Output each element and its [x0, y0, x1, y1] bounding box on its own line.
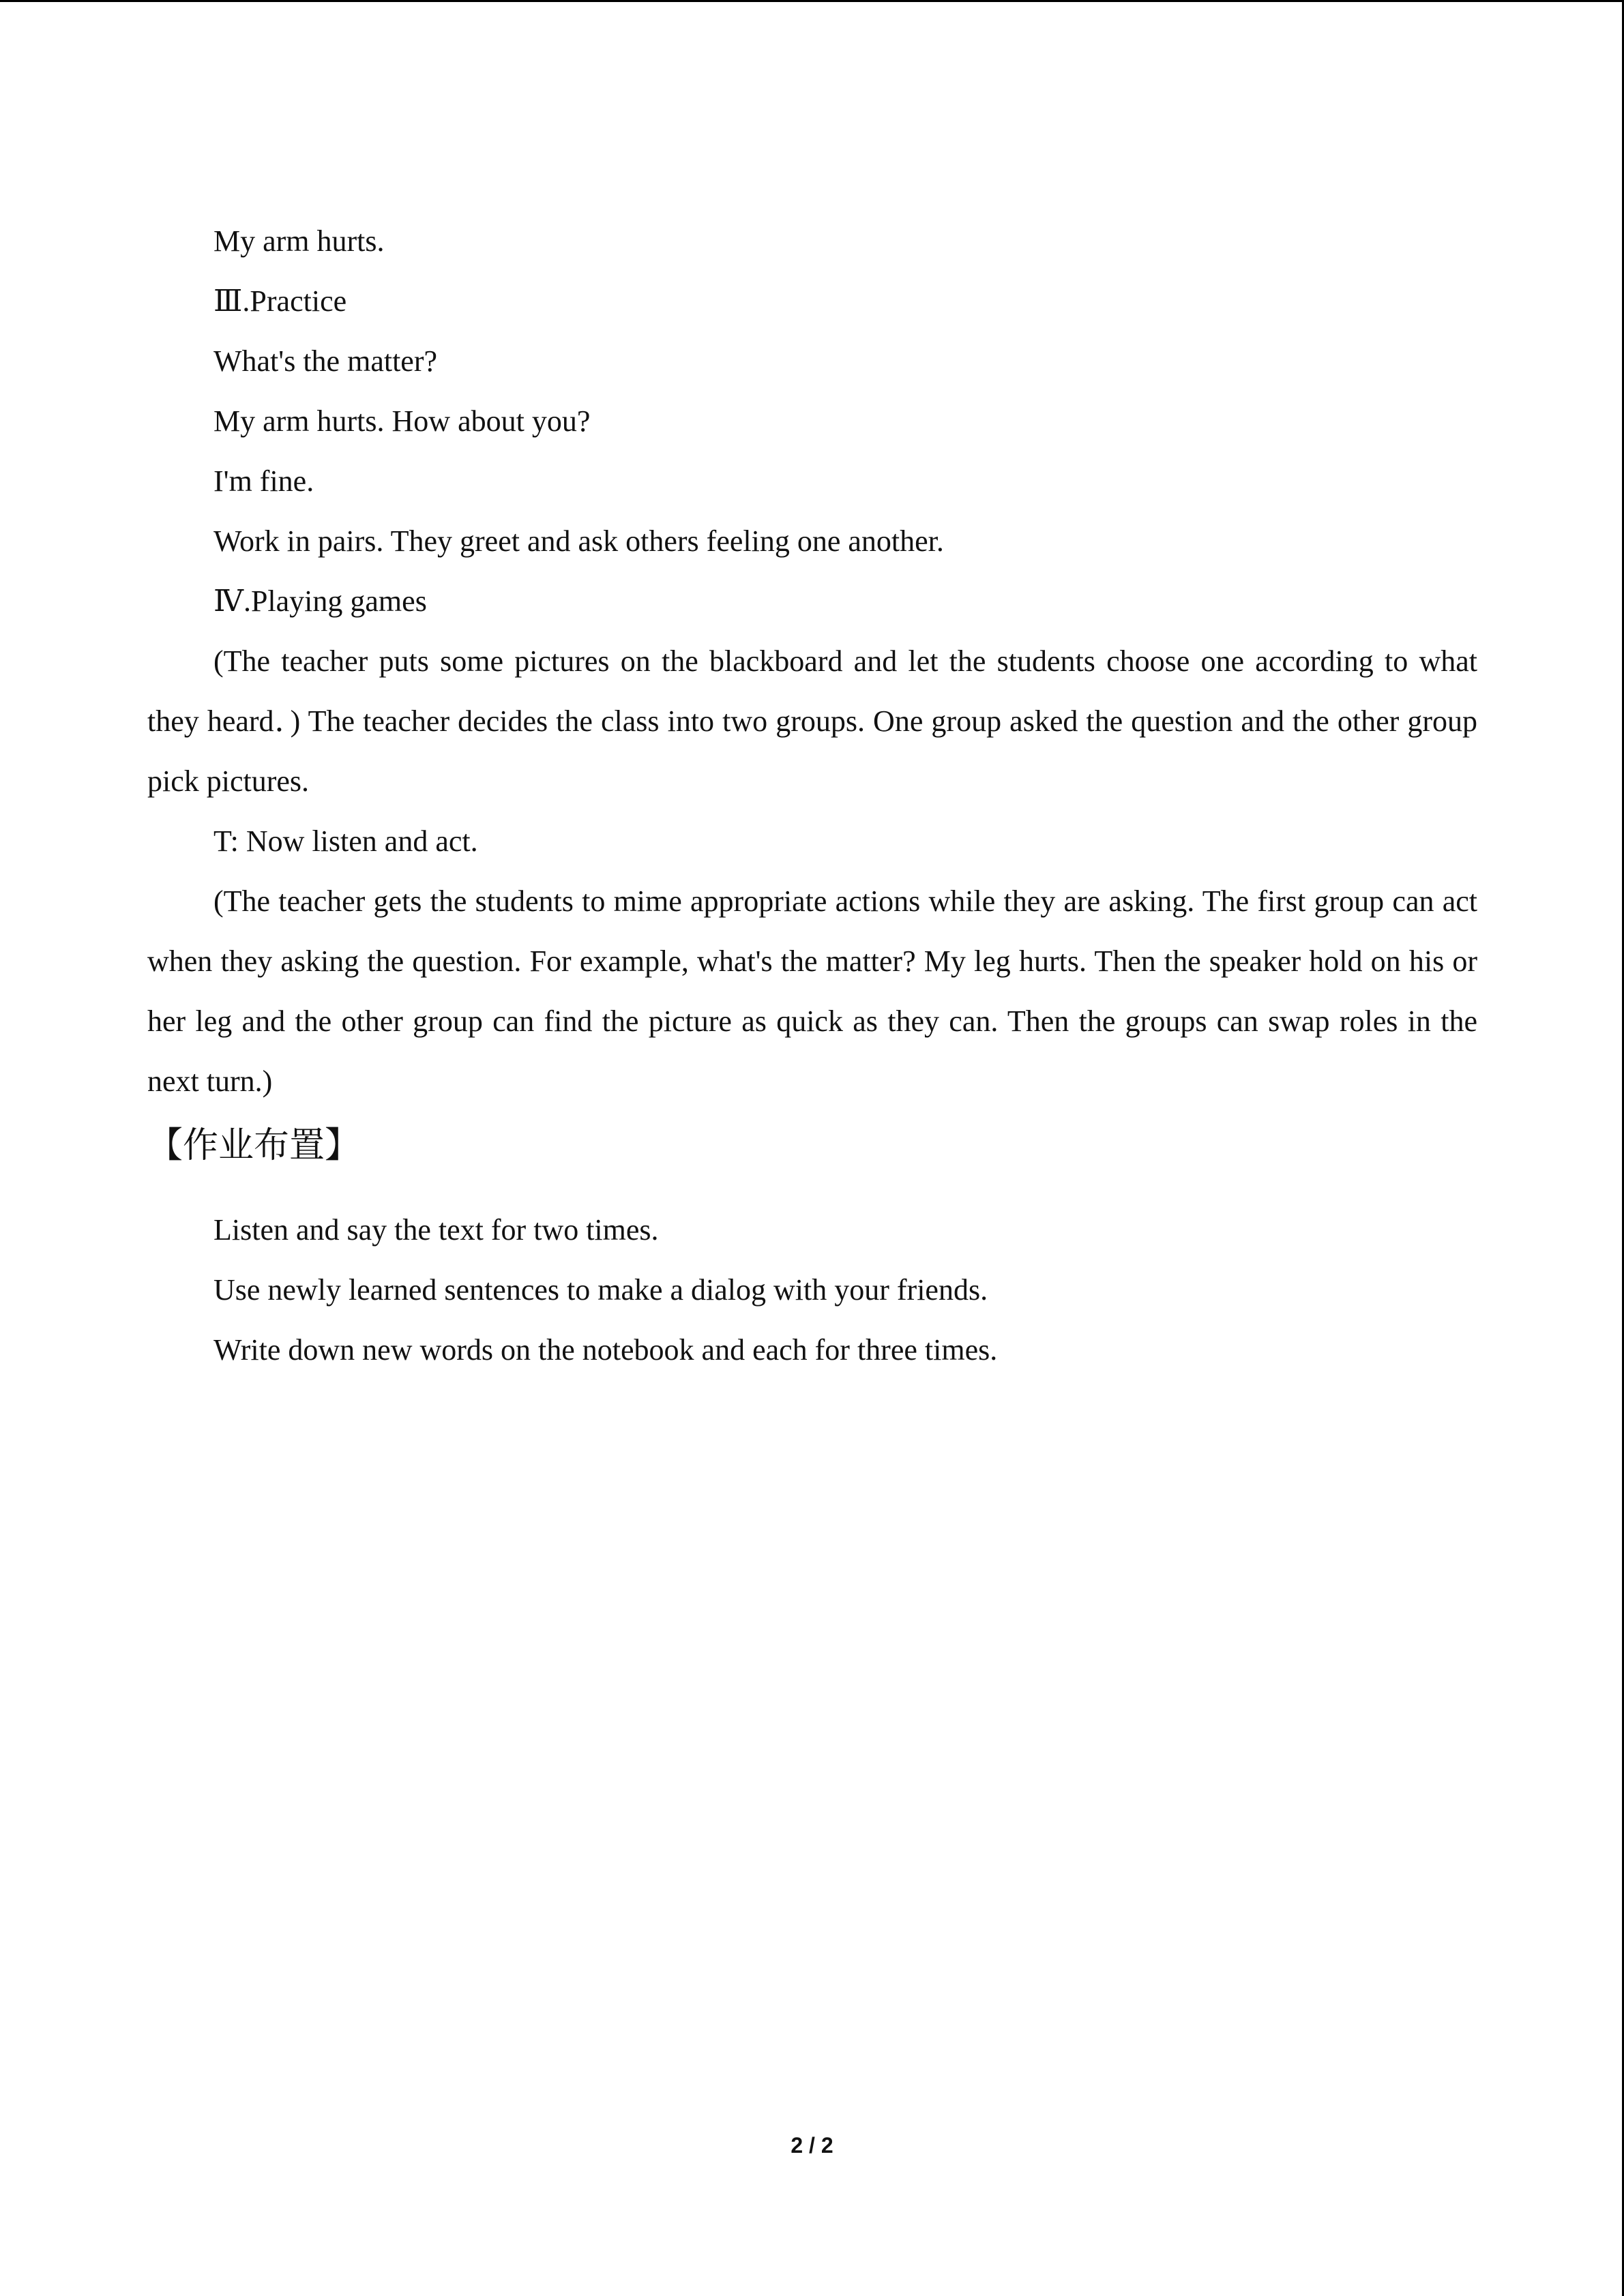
document-body	[147, 211, 1477, 1380]
section-heading-playing-games: Ⅳ.Playing games	[213, 584, 427, 618]
text-line: I'm fine.	[213, 464, 314, 498]
text-line: My arm hurts.	[213, 224, 385, 258]
section-heading-practice: Ⅲ.Practice	[213, 284, 347, 318]
text-line: T: Now listen and act.	[213, 824, 478, 858]
paragraph-games: (The teacher puts some pictures on the blackboard and let the students choose one according to what they heard．) The teacher decides the class into two groups. One group asked the question and the other group pick pictures.	[147, 644, 1477, 798]
homework-item: Use newly learned sentences to make a dialog with your friends.	[213, 1273, 988, 1307]
text-line: What's the matter?	[213, 344, 438, 378]
homework-item: Write down new words on the notebook and each for three times.	[213, 1333, 998, 1367]
text-line: My arm hurts. How about you?	[213, 404, 591, 438]
text-line: Work in pairs. They greet and ask others feeling one another.	[213, 524, 944, 558]
homework-heading: 【作业布置】	[147, 1125, 361, 1166]
paragraph-mime: (The teacher gets the students to mime appropriate actions while they are asking. The first group can act when they asking the question. For example, what's the matter? My leg hurts. Then the speaker hold on his or her leg and the other group can find the picture as quick as they can. Then the groups can swap roles in the next turn.)	[147, 884, 1477, 1098]
homework-item: Listen and say the text for two times.	[213, 1213, 659, 1247]
page-number: 2 / 2	[791, 2133, 833, 2158]
